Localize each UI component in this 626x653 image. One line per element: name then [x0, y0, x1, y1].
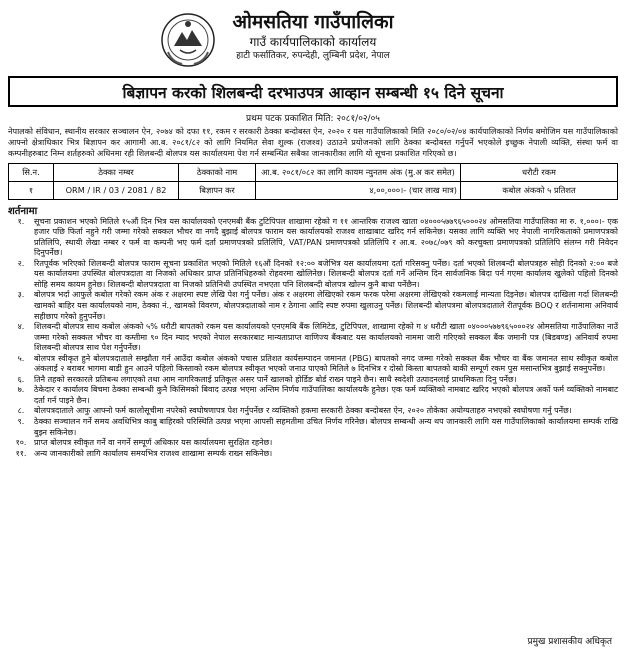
condition-number: ८. [17, 406, 25, 416]
condition-text: सूचना प्रकाशन भएको मितिले १५औं दिन भित्र यस कार्यालयको एनएमबी बैंक टुटिपिपल शाखामा रहेको ग ११ आन्तरिक राजश्व खाता ०४०००५७७९६५०००२४ ओमसतिया गाउँपालिका मा रु. १,०००।- एक हजार पछि फिर्ता नहुने गरी जम्मा गरेको सक्कल भौचर वा नगदै बुझाई बोलपत्र फाराम यस कार्यालयको राजश्व शाखाबाट खरिद गर्न सकिनेछ। यसका लागि व्यक्ति भए नेपाली नागरिकताको प्रमाणपत्रको प्रतिलिपि, स्थायी लेखा नम्बर र फर्म वा कम्पनी भए फर्म दर्ता प्रमाणपत्रको प्रतिलिपि, VAT/PAN प्रमाणपत्रको प्रतिलिपि र आ.ब. २०७८/०७९ को करचुक्ता प्रमाणपत्रको प्रतिलिपि संलग्न गरी निवेदन दिनुपर्नेछ। [34, 216, 618, 258]
condition-item [8, 217, 618, 259]
notice-banner: बिज्ञापन करको शिलबन्दी दरभाउपत्र आव्हान सम्बन्धी १५ दिने सूचना [8, 76, 618, 107]
table-header-row [9, 163, 618, 181]
col-deposit-amount: धरौटी रकम [461, 163, 618, 181]
col-sn: सि.न. [9, 163, 54, 181]
condition-item [8, 406, 618, 417]
condition-item [8, 290, 618, 322]
condition-number: ५. [17, 353, 25, 363]
cell-contract-name: बिज्ञापन कर [179, 181, 256, 199]
condition-text: तिनै तहको सरकारले प्रतिबन्ध लगाएको तथा आम नागरिकलाई प्रतिकूल असर पार्ने खालको होर्डिङ बोर्ड राख्न पाइने छैन। साथै स्वदेशी उत्पादनलाई प्राथमिकता दिनु पर्नेछ। [34, 374, 517, 384]
condition-number: १. [17, 216, 25, 226]
col-contract-name: ठेक्काको नाम [179, 163, 256, 181]
col-minimum-amount: आ.ब. २०८१/०८२ का लागि कायम न्युनतम अंक (मु.अ कर समेत) [256, 163, 461, 181]
intro-paragraph: नेपालको संविधान, स्थानीय सरकार सञ्चालन ऐन, २०७४ को दफा ११, रकम र सरकारी ठेक्का बन्दोबस्त ऐन, २०२० र यस गाउँपालिकाको मिति २०८०/०२/०४ कार्यपालिकाको निर्णय बमोजिम यस गाउँपालिकाको आफ्नो क्षेत्राधिकार भित्र बिज्ञापन कर आगामी आ.ब. २०८१/८२ को लागि नियमित सेवा शुल्क (राजश्व) उठाउने प्रयोजनको लागि ठेक्का बन्दोबस्त गर्नुपर्ने भएकोले इच्छुक नेपाली व्यक्ति, संस्था फर्म वा कम्पनीहरुबाट निम्न शर्तहरुको अधिनमा रही शिलबन्दी बोलपत्र यस कार्यालयमा पेश गर्न सम्बन्धित सबैका जानकारीका लागि यो सूचना प्रकाशित गरिएको छ। [8, 126, 618, 159]
condition-text: अन्य जानकारीको लागि कार्यालय समयभित्र राजश्व शाखामा सम्पर्क राख्न सकिनेछ। [34, 448, 273, 458]
condition-number: ४. [17, 322, 25, 332]
condition-number: १०. [15, 438, 27, 448]
condition-text: प्राप्त बोलपत्र स्वीकृत गर्ने वा नगर्ने सम्पूर्ण अधिकार यस कार्यालयमा सुरक्षित रहनेछ। [34, 438, 273, 448]
condition-item [8, 259, 618, 291]
conditions-title: शर्तनामा [8, 205, 38, 217]
nepal-emblem-icon [160, 12, 216, 68]
condition-number: २. [17, 258, 25, 268]
condition-text: बोलपत्र भर्दा आफुले कबोल गरेको रकम अंक र अक्षरमा स्पष्ट लेखि पेश गर्नु पर्नेछ। अंक र अक्षरमा लेखिएको रकम फरक परेमा अक्षरमा लेखिएको रकमलाई मान्यता दिइनेछ। बोलपत्र दाखिला गर्दा शिलबन्दी खामको बाहिर यस कार्यालयको नाम, ठेक्का नं., खामको विवरण, बोलपत्रदाताको नाम र ठेगाना आदि स्पष्ट रुपमा खुलाउनु पर्नेछ। शिलबन्दी बोलपत्रमा बोलपत्रदाताले रीतपूर्वक BOQ र शर्तनामामा अनिवार्य सहीछाप गरेको हुनुपर्नेछ। [34, 290, 618, 321]
condition-item [8, 385, 618, 406]
condition-item [8, 354, 618, 375]
cell-deposit-amount: कबोल अंकको ५ प्रतिशत [461, 181, 618, 199]
cell-contract-number: ORM / IR / 03 / 2081 / 82 [54, 181, 179, 199]
table-row [9, 181, 618, 199]
office-title: ओमसतिया गाउँपालिका [232, 11, 394, 33]
conditions-list [8, 217, 618, 460]
condition-item [8, 322, 618, 354]
condition-item [8, 438, 618, 449]
condition-number: ११. [15, 448, 27, 458]
cell-minimum-amount: ४,००,०००।- (चार लाख मात्र) [256, 181, 461, 199]
condition-item [8, 417, 618, 438]
office-subtitle: गाउँ कार्यपालिकाको कार्यालय [249, 35, 377, 49]
condition-text: रितपूर्वक भरिएको शिलबन्दी बोलपत्र फाराम सूचना प्रकाशित भएको मितिले १६औं दिनको १२:०० बजेभित्र यस कार्यालयमा दर्ता गरिसक्नु पर्नेछ। दर्ता भएको शिलबन्दी बोलपत्रहरु सोही दिनको २:०० बजे यस कार्यालयमा उपस्थित बोलपत्रदाता वा निजको अधिकार प्राप्त प्रतिनिधिहरुको रोहवरमा खोलिनेछ। शिलबन्दी बोलपत्र दर्ता गर्ने अन्तिम दिन सार्वजनिक बिदा पर्न गएमा कार्यालय खुलेको पहिलो दिनको सोहि समय कायम हुनेछ। शिलबन्दी बोलपत्रदाता वा निजको प्रतिनिधी उपस्थित नभएता पनि शिलबन्दी बोलपत्र खोल्न कुनै बाधा पर्नेछैन। [34, 258, 618, 289]
condition-number: ७. [17, 385, 25, 395]
cell-sn: १ [9, 181, 54, 199]
condition-text: बोलपत्र स्वीकृत हुने बोलपत्रदाताले सम्झौता गर्न आउँदा कबोल अंकको पचास प्रतिशत कार्यसम्पादन जमानत (PBG) बापतको नगद जम्मा गरेको सक्कल बैंक भौचर वा बैंक जमानत साथ स्वीकृत कबोल अंकलाई २ बराबर भागमा बाडी हुन आउने पहिलो किस्ताको रकम बोलपत्र स्वीकृत भएको जनाउ पाएको मितिले ७ दिनभित्र र दोस्रो किस्ता बापतको बाकी सम्पूर्ण रकम पुस मसान्तभित्र बुझाई सक्नुपर्नेछ। [34, 353, 618, 374]
condition-item [8, 449, 618, 460]
condition-number: ३. [17, 290, 25, 300]
condition-text: ठेकेदार र कार्यालय बिचमा ठेक्का सम्बन्धी कुनै किसिमको बिवाद उत्पन्न भएमा अन्तिम निर्णय गाउँपालिका कार्यालयकै हुनेछ। एक फर्म व्यक्तिको नामबाट खरिद भएको बोलपत्र अर्को फर्म व्यक्तिको नामबाट दर्ता गर्न पाइने छैन। [34, 385, 618, 405]
contract-table [8, 163, 618, 200]
condition-text: शिलबन्दी बोलपत्र साथ कबोल अंकको ५% धरौटी बापतको रकम यस कार्यालयको एनएमबि बैंक लिमिटेड, टुटिपिपल, शाखामा रहेको ग ४ धरौटी खाता ०४०००५७७९६५०००२४ ओमसतिया गाउँपालिका नाउँ जम्मा गरेको सक्कल भौचर वा कम्तीमा ९० दिन म्याद भएको नेपाल सरकारबाट मान्यताप्राप्त वाणिज्य बैंकबाट यस कार्यालयको नाममा जारी गरिएको सक्कल बैंक जमानी पत्र (बिडबण्ड) अनिवार्य रुपमा शिलबन्दी बोलपत्र साथ पेश गर्नुपर्नेछ। [34, 322, 618, 353]
signatory-title: प्रमुख प्रशासकीय अधिकृत [527, 637, 612, 647]
office-address: हाटी फर्सातिकर, रुपन्देही, लुम्बिनी प्रदेश, नेपाल [236, 51, 390, 61]
condition-text: ठेक्का सञ्चालन गर्ने समय अवधिभित्र काबु बाहिरको परिस्थिति उत्पन्न भएमा आपसी सहमतीमा उचित निर्णय गरिनेछ। बोलपत्र सम्बन्धी अन्य थप जानकारी लागि यस गाउँपालिकाको कार्यालयमा सम्पर्क राखि बुझ्न सकिनेछ। [34, 417, 618, 437]
col-contract-number: ठेक्का नम्बर [54, 163, 179, 181]
condition-item [8, 375, 618, 386]
condition-text: बोलपत्रदाताले आफु आफ्नो फर्म कालोसूचीमा नपरेको स्वघोषणापत्र पेश गर्नुपर्नेछ र व्यक्तिको हकमा सरकारी ठेक्का बन्दोबस्त ऐन, २०२० तोकेका अयोग्यताहरु नभएको स्वघोषणा गर्नु पर्नेछ। [34, 406, 572, 416]
publish-date: प्रथम पटक प्रकाशित मिति: २०८१/०२/०५ [246, 114, 380, 124]
condition-number: ९. [17, 417, 25, 426]
notice-header [8, 10, 618, 74]
condition-number: ६. [17, 374, 25, 384]
